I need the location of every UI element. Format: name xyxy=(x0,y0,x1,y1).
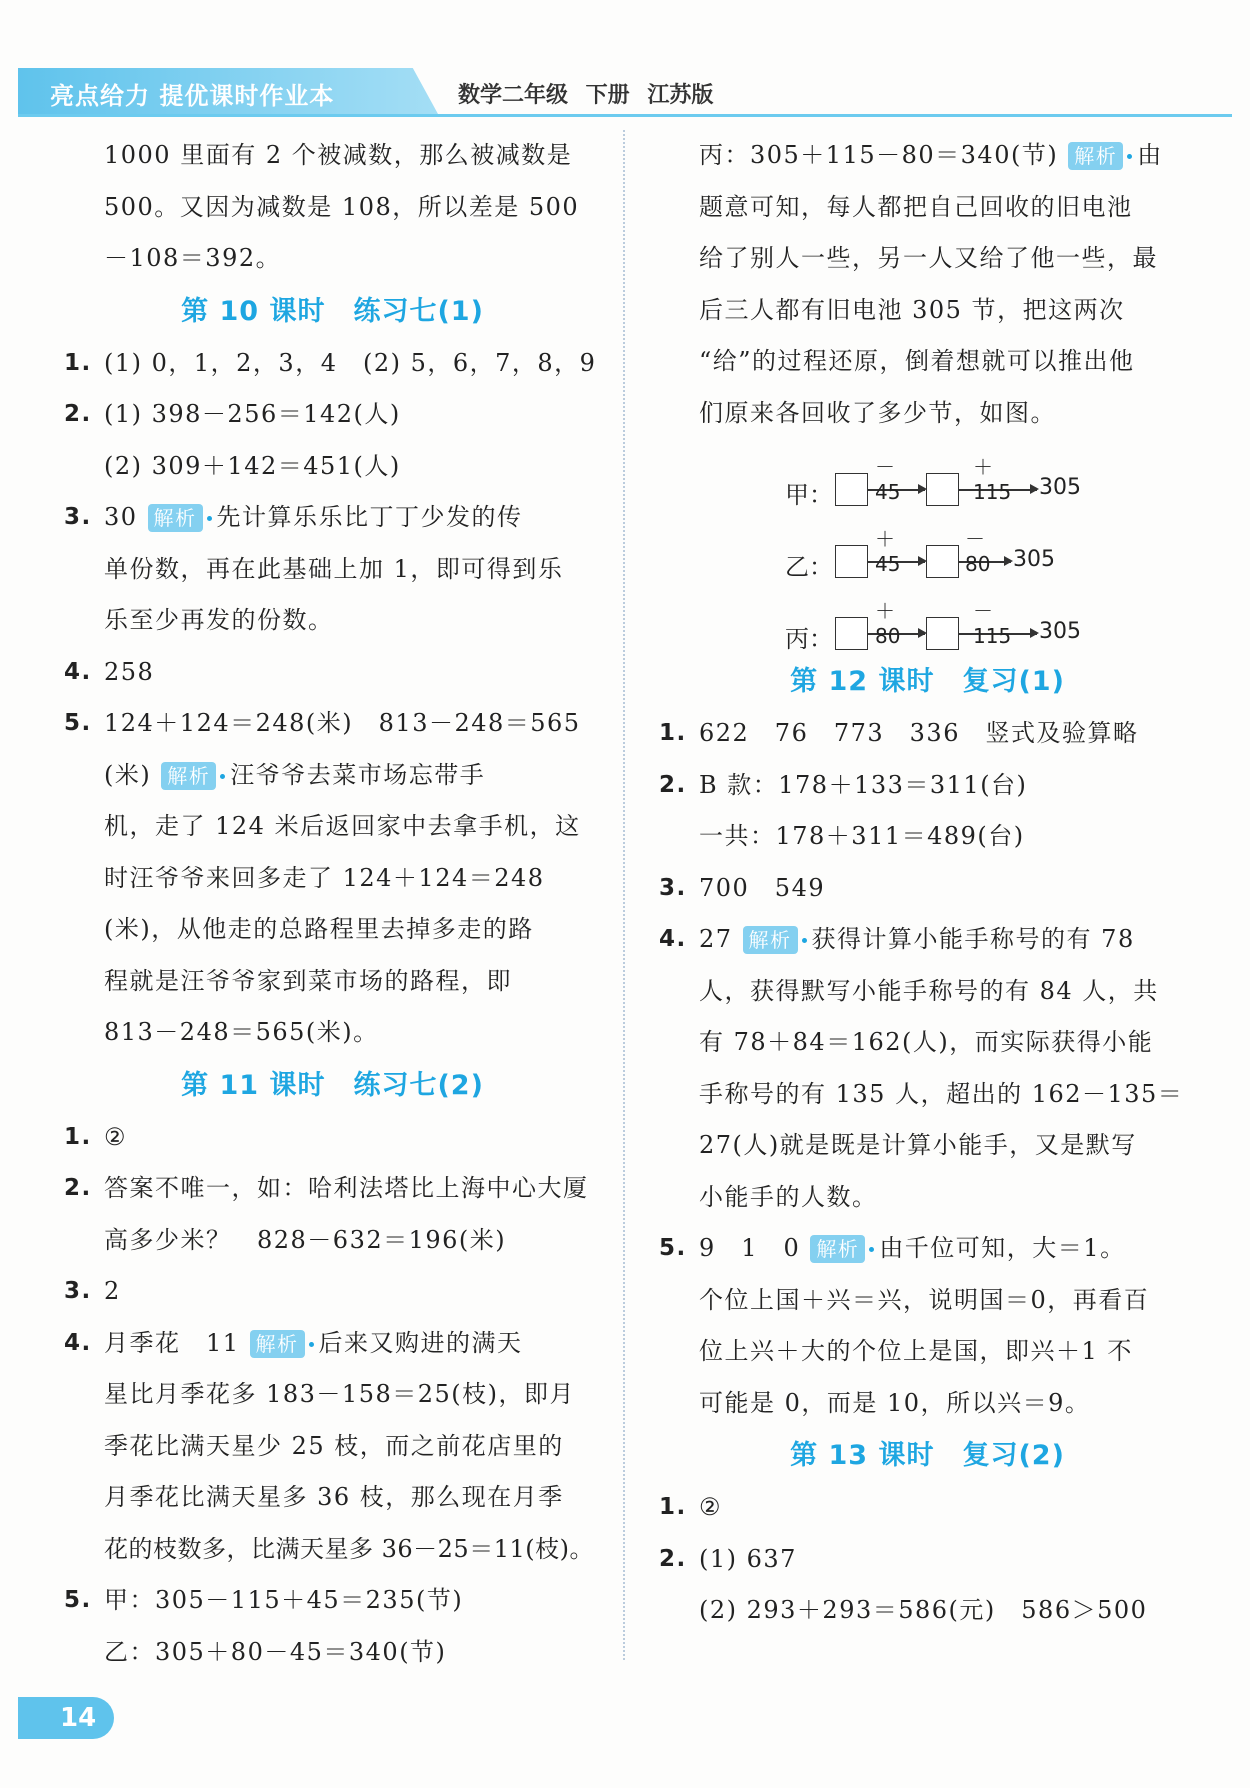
answer-item: 2. 答案不唯一，如：哈利法塔比上海中心大厦 xyxy=(60,1163,605,1215)
row-label: 乙： xyxy=(785,553,833,581)
blank-box xyxy=(835,545,868,578)
item-number: 2. xyxy=(64,401,92,427)
answer-line: 人，获得默写小能手称号的有 84 人，共 xyxy=(699,976,1159,1005)
answer-item: 3. 700 549 xyxy=(655,863,1200,915)
operation-label: －80 xyxy=(965,527,991,576)
continued-text: 后三人都有旧电池 305 节，把这两次 xyxy=(699,295,1125,324)
answer-item: 3. 2 xyxy=(60,1266,605,1318)
analysis-tag: 解析 xyxy=(250,1330,305,1358)
item-number: 1. xyxy=(659,1494,687,1520)
answer-line: (米) 解析 汪爷爷去菜市场忘带手 xyxy=(104,760,486,789)
header-rule xyxy=(18,114,1232,117)
item-number: 4. xyxy=(64,658,92,685)
answer-item: 3. 30 解析 先计算乐乐比丁丁少发的传 xyxy=(60,492,605,544)
item-number: 2. xyxy=(659,1545,687,1572)
result-value: 305 xyxy=(1039,619,1081,644)
analysis-tag: 解析 xyxy=(161,762,216,790)
answer-line: (2) 309＋142＝451(人) xyxy=(104,451,401,480)
answer-line: 时汪爷爷来回多走了 124＋124＝248 xyxy=(104,863,545,892)
operation-label: ＋115 xyxy=(973,455,1012,504)
result-value: 305 xyxy=(1039,475,1081,500)
answer-line: 手称号的有 135 人，超出的 162－135＝ xyxy=(699,1079,1184,1108)
answer-line: 位上兴＋大的个位上是国，即兴＋1 不 xyxy=(699,1337,1133,1365)
section-heading-10: 第 10 课时 练习七(1) xyxy=(181,295,484,327)
item-number: 1. xyxy=(659,720,687,746)
item-number: 4. xyxy=(64,1329,92,1356)
analysis-tag: 解析 xyxy=(810,1235,865,1263)
page-number: 14 xyxy=(18,1697,114,1739)
answer-line: 乙：305＋80－45＝340(节) xyxy=(104,1637,447,1666)
left-column xyxy=(60,130,605,1678)
analysis-tag: 解析 xyxy=(743,926,798,954)
continued-text: 丙：305＋115－80＝340(节) 解析 由 xyxy=(699,141,1163,169)
blank-box xyxy=(835,473,868,506)
row-label: 甲： xyxy=(785,481,833,509)
answer-item: 5. 甲：305－115＋45＝235(节) xyxy=(60,1575,605,1627)
answer-line: 小能手的人数。 xyxy=(699,1182,878,1211)
answer-line: 高多少米？ 828－632＝196(米) xyxy=(104,1225,507,1254)
answer-item: 1. (1) 0，1，2，3，4 (2) 5，6，7，8，9 xyxy=(60,338,605,390)
answer-item: 1. ② xyxy=(60,1112,605,1164)
answer-line: 月季花比满天星多 36 枝，那么现在月季 xyxy=(104,1483,564,1511)
continued-text: 1000 里面有 2 个被减数，那么被减数是 xyxy=(104,141,573,169)
answer-line: 花的枝数多，比满天星多 36－25＝11(枝)。 xyxy=(104,1534,594,1563)
item-number: 5. xyxy=(64,1587,92,1613)
answer-item: 4. 27 解析 获得计算小能手称号的有 78 xyxy=(655,914,1200,966)
continued-text: 们原来各回收了多少节，如图。 xyxy=(699,398,1056,427)
answer-item: 5. 124＋124＝248(米) 813－248＝565 xyxy=(60,698,605,750)
blank-box xyxy=(835,617,868,650)
answer-item: 1. ② xyxy=(655,1482,1200,1534)
analysis-tag: 解析 xyxy=(148,504,203,532)
item-number: 3. xyxy=(64,1278,92,1304)
operation-label: ＋45 xyxy=(875,527,901,576)
answer-item: 4. 月季花 11 解析 后来又购进的满天 xyxy=(60,1318,605,1370)
item-number: 3. xyxy=(64,504,92,530)
row-label: 丙： xyxy=(785,625,833,653)
answer-item: 1. 622 76 773 336 竖式及验算略 xyxy=(655,708,1200,760)
item-number: 1. xyxy=(64,349,92,376)
item-number: 5. xyxy=(64,710,92,736)
answer-line: (米)，从他走的总路程里去掉多走的路 xyxy=(104,915,534,943)
analysis-tag: 解析 xyxy=(1068,142,1123,170)
blank-box xyxy=(926,617,959,650)
book-meta: 数学二年级 下册 江苏版 xyxy=(458,83,714,108)
answer-item: 5. 9 1 0 解析 由千位可知，大＝1。 xyxy=(655,1223,1200,1275)
answer-line: 个位上国＋兴＝兴，说明国＝0，再看百 xyxy=(699,1285,1150,1314)
section-heading-12: 第 12 课时 复习(1) xyxy=(790,666,1065,697)
continued-text: “给”的过程还原，倒着想就可以推出他 xyxy=(699,347,1135,375)
answer-item: 2. (1) 637 xyxy=(655,1534,1200,1586)
item-number: 2. xyxy=(64,1175,92,1201)
item-number: 4. xyxy=(659,926,687,952)
answer-line: 一共：178＋311＝489(台) xyxy=(699,822,1025,850)
result-value: 305 xyxy=(1013,547,1055,572)
answer-line: 单份数，再在此基础上加 1，即可得到乐 xyxy=(104,554,564,583)
column-divider xyxy=(623,130,625,1660)
right-column xyxy=(655,130,1200,1637)
answer-line: 813－248＝565(米)。 xyxy=(104,1018,379,1046)
answer-item: 2. (1) 398－256＝142(人) xyxy=(60,389,605,441)
continued-text: 给了别人一些，另一人又给了他一些，最 xyxy=(699,244,1158,272)
answer-line: 机，走了 124 米后返回家中去拿手机，这 xyxy=(104,812,581,840)
answer-item: 4. 258 xyxy=(60,647,605,699)
operation-label: －115 xyxy=(973,599,1012,648)
continued-text: 500。又因为减数是 108，所以差是 500 xyxy=(104,192,580,221)
item-number: 3. xyxy=(659,874,687,901)
answer-item: 2. B 款：178＋133＝311(台) xyxy=(655,760,1200,812)
answer-line: 程就是汪爷爷家到菜市场的路程，即 xyxy=(104,966,512,995)
blank-box xyxy=(926,545,959,578)
section-heading-13: 第 13 课时 复习(2) xyxy=(790,1440,1065,1471)
item-number: 2. xyxy=(659,771,687,798)
blank-box xyxy=(926,473,959,506)
answer-line: 乐至少再发的份数。 xyxy=(104,606,334,634)
operation-label: －45 xyxy=(875,455,901,504)
series-title: 亮点给力 提优课时作业本 xyxy=(50,82,335,110)
section-heading-11: 第 11 课时 练习七(2) xyxy=(181,1069,484,1101)
continued-text: 题意可知，每人都把自己回收的旧电池 xyxy=(699,192,1133,221)
battery-diagram xyxy=(655,439,1200,655)
answer-line: 星比月季花多 183－158＝25(枝)，即月 xyxy=(104,1380,576,1408)
answer-line: (2) 293＋293＝586(元) 586＞500 xyxy=(699,1596,1148,1624)
answer-line: 27(人)就是既是计算小能手，又是默写 xyxy=(699,1131,1137,1159)
operation-label: ＋80 xyxy=(875,599,901,648)
continued-text: －108＝392。 xyxy=(104,244,282,272)
item-number: 1. xyxy=(64,1123,92,1150)
answer-line: 季花比满天星少 25 枝，而之前花店里的 xyxy=(104,1431,564,1460)
answer-line: 可能是 0，而是 10，所以兴＝9。 xyxy=(699,1388,1091,1417)
answer-line: 有 78＋84＝162(人)，而实际获得小能 xyxy=(699,1028,1154,1056)
item-number: 5. xyxy=(659,1235,687,1261)
